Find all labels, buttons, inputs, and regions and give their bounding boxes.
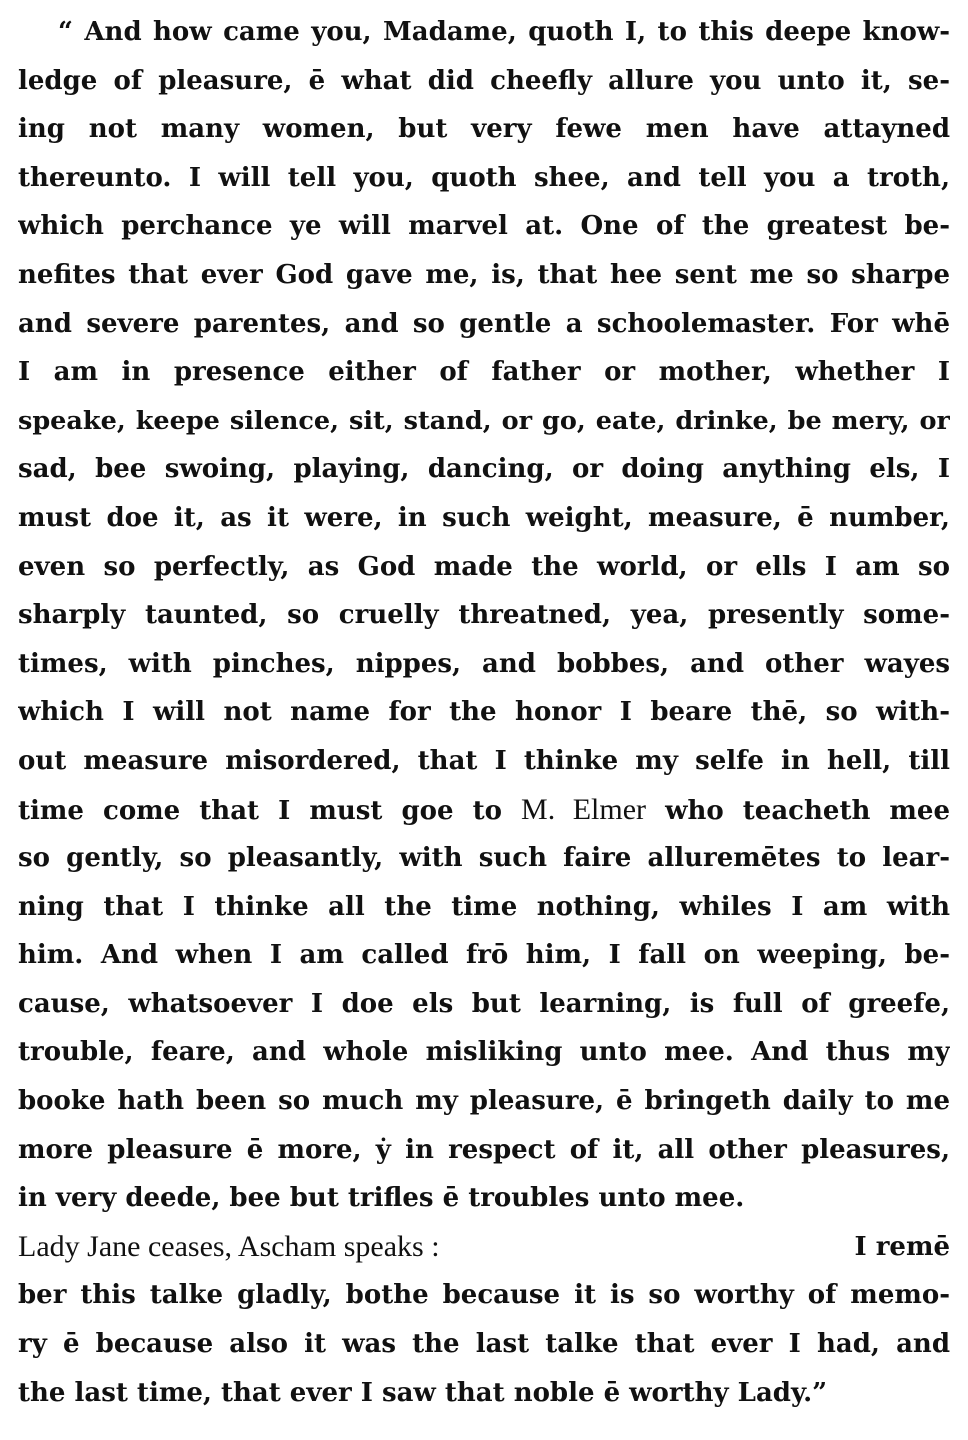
text-line: speake, keepe silence, sit, stand, or go, eate, drinke, be mery, or xyxy=(18,405,950,436)
text-line: even so perfectly, as God made the world, or ells I am so xyxy=(18,551,950,582)
text-line: more pleasure ē more, ẏ in respect of it, all other pleasures, xyxy=(18,1134,950,1165)
narration-text: Lady Jane ceases, Ascham speaks : xyxy=(18,1229,440,1263)
text-line: cause, whatsoever I doe els but learning, is full of greefe, xyxy=(18,988,950,1019)
text-line: nefites that ever God gave me, is, that hee sent me so sharpe xyxy=(18,259,950,290)
text-line: so gently, so pleasantly, with such faire alluremētes to lear- xyxy=(18,843,950,874)
text-line: booke hath been so much my pleasure, ē bringeth daily to me xyxy=(18,1086,950,1117)
text-line: him. And when I am called frō him, I fall on weeping, be- xyxy=(18,940,950,971)
text-line: ning that I thinke all the time nothing, whiles I am with xyxy=(18,891,950,922)
text-line: in very deede, bee but trifles ē troubles unto mee. xyxy=(18,1183,745,1214)
text-line: ledge of pleasure, ē what did cheefly allure you unto it, se- xyxy=(18,65,950,96)
quoted-passage xyxy=(18,8,950,1223)
text-line: I am in presence either of father or mother, whether I xyxy=(18,357,950,388)
narration-line xyxy=(18,1223,950,1272)
text-line: trouble, feare, and whole misliking unto mee. And thus my xyxy=(18,1037,950,1068)
text-line: times, with pinches, nippes, and bobbes, and other wayes xyxy=(18,648,950,679)
text-line: ber this talke gladly, bothe because it is so worthy of memo- xyxy=(18,1280,950,1311)
text-line: and severe parentes, and so gentle a schoolemaster. For whē xyxy=(18,308,950,339)
text-line: which I will not name for the honor I beare thē, so with- xyxy=(18,697,950,728)
roman-name: M. Elmer xyxy=(521,792,647,826)
text-line: must doe it, as it were, in such weight, measure, ē number, xyxy=(18,502,950,533)
text-line: “ And how came you, Madame, quoth I, to this deepe know- xyxy=(58,17,950,47)
text-line: ry ē because also it was the last talke that ever I had, and xyxy=(18,1329,950,1360)
text-line: thereunto. I will tell you, quoth shee, and tell you a troth, xyxy=(18,162,950,193)
narration-continuation: I remē xyxy=(854,1231,950,1262)
text-line: sad, bee swoing, playing, dancing, or doing anything els, I xyxy=(18,454,950,485)
closing-passage xyxy=(18,1271,950,1417)
text-line: time come that I must goe to M. Elmer who teacheth mee xyxy=(18,792,950,826)
text-line: sharply taunted, so cruelly threatned, yea, presently some- xyxy=(18,600,950,631)
text-line: the last time, that ever I saw that noble ē worthy Lady.” xyxy=(18,1377,828,1408)
document-page xyxy=(18,8,950,1417)
text-line: out measure misordered, that I thinke my selfe in hell, till xyxy=(18,745,950,776)
text-line: ing not many women, but very fewe men have attayned xyxy=(18,114,950,145)
text-line: which perchance ye will marvel at. One of the greatest be- xyxy=(18,211,950,242)
